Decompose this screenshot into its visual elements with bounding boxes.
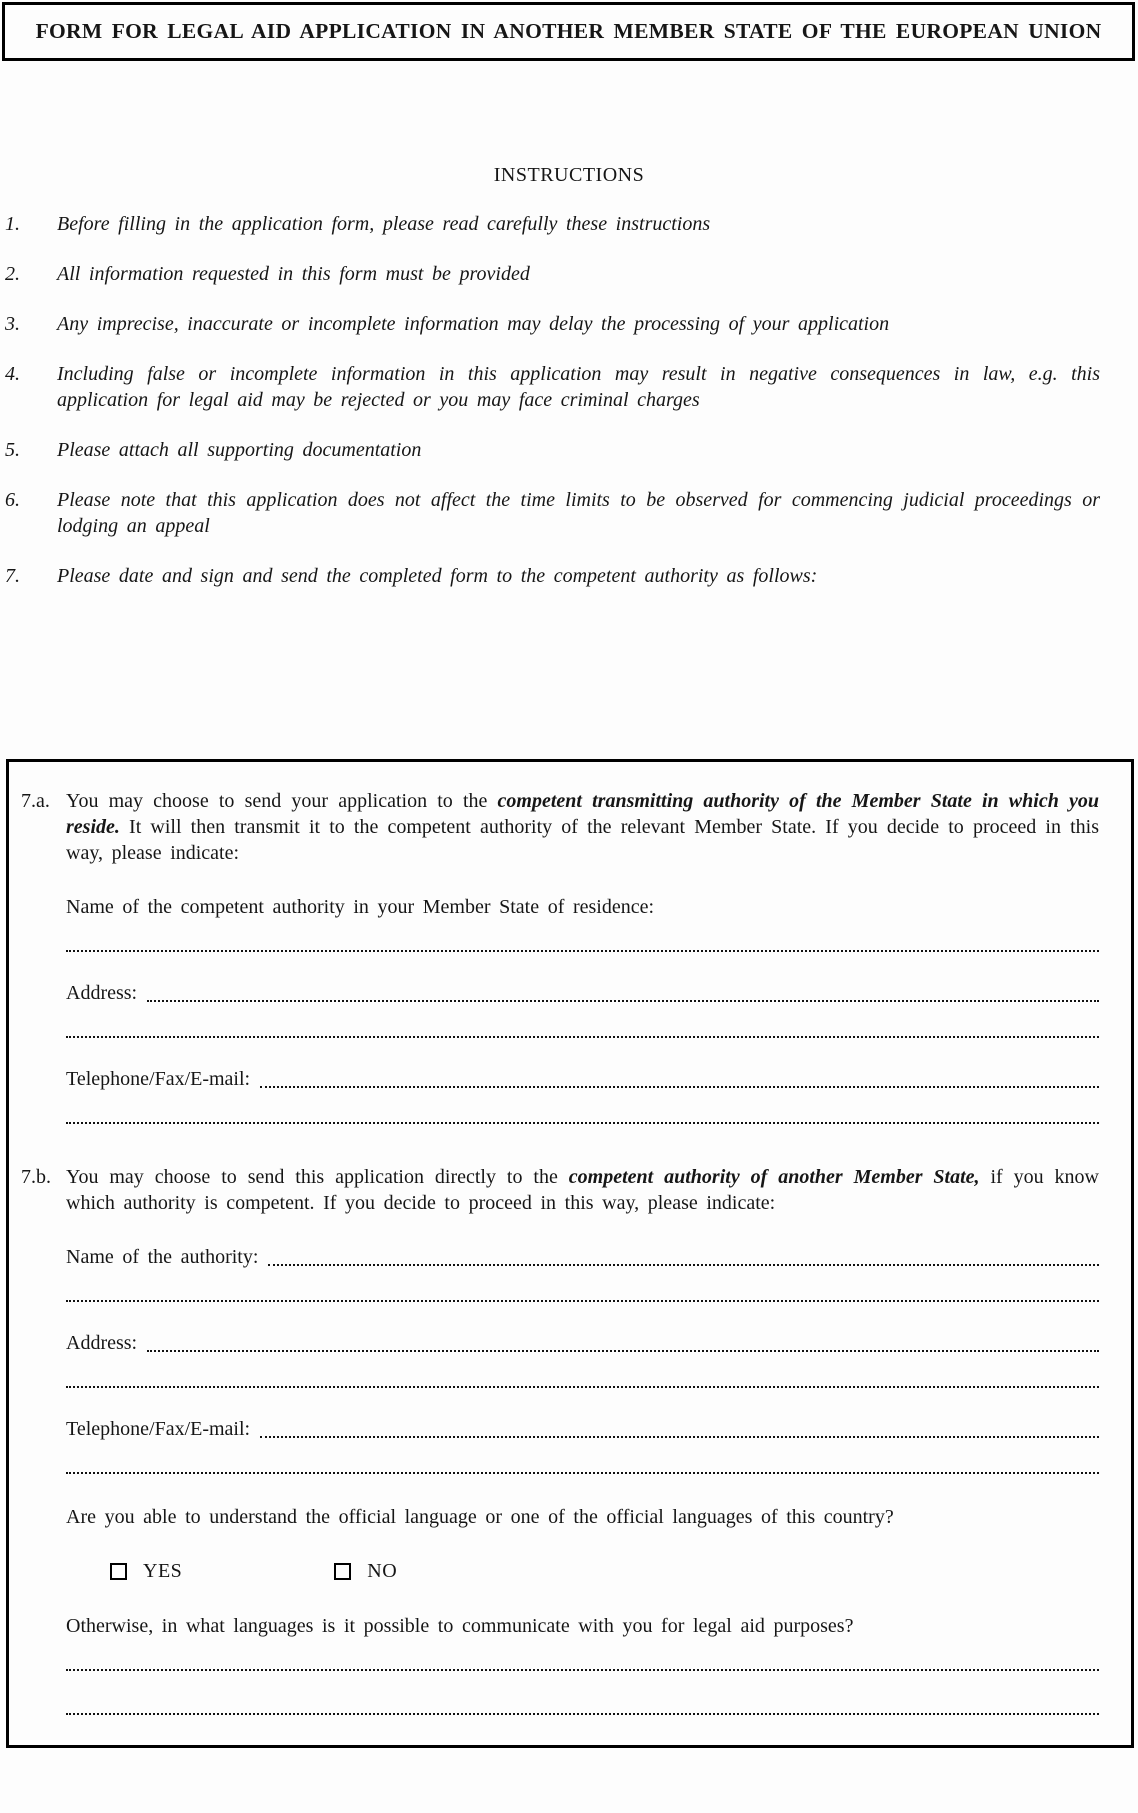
7b-phone-fill-line-2[interactable] xyxy=(66,1470,1099,1474)
7b-address-fill-line-2[interactable] xyxy=(66,1384,1099,1388)
7a-address-fill-line-2[interactable] xyxy=(66,1034,1099,1038)
section-7b xyxy=(21,1164,1099,1715)
7b-authority-name-fill-line[interactable] xyxy=(268,1264,1099,1266)
instruction-item-text: Before filling in the application form, please read carefully these instructions xyxy=(57,213,711,235)
no-label: NO xyxy=(367,1560,398,1582)
instruction-item xyxy=(5,361,1138,413)
form-title: FORM FOR LEGAL AID APPLICATION IN ANOTHER MEMBER STATE OF THE EUROPEAN UNION xyxy=(2,2,1135,61)
authority-details-box xyxy=(6,759,1134,1748)
7b-address-fill-line[interactable] xyxy=(147,1350,1099,1352)
otherwise-question: Otherwise, in what languages is it possible to communicate with you for legal aid purposes? xyxy=(66,1615,854,1637)
instructions-section xyxy=(0,164,1138,589)
7a-authority-name-label: Name of the competent authority in your Member State of residence: xyxy=(66,896,655,918)
7a-address-fill-line[interactable] xyxy=(147,1000,1099,1002)
7b-address-label: Address: xyxy=(66,1332,138,1354)
languages-fill-line-2[interactable] xyxy=(66,1711,1099,1715)
section-7b-paragraph xyxy=(66,1164,1099,1216)
instruction-item xyxy=(5,437,1138,463)
instruction-item xyxy=(5,563,1138,589)
7b-phone-fill-line[interactable] xyxy=(260,1436,1099,1438)
instruction-item-number: 4. xyxy=(5,363,20,385)
7b-address-row xyxy=(66,1330,1099,1356)
instruction-item xyxy=(5,311,1138,337)
instruction-item-number: 2. xyxy=(5,263,20,285)
7a-phone-row xyxy=(66,1066,1099,1092)
instructions-heading: INSTRUCTIONS xyxy=(493,164,645,186)
section-7a-paragraph xyxy=(66,788,1099,866)
instruction-item xyxy=(5,211,1138,237)
languages-fill-line-1[interactable] xyxy=(66,1667,1099,1671)
section-7b-text-after: if you know which authority is competent. If you decide to proceed in this way, please indicate: xyxy=(66,1166,1099,1214)
section-7a-text-before: You may choose to send your application to the xyxy=(66,790,498,812)
instruction-item-text: Please attach all supporting documentation xyxy=(57,439,422,461)
instructions-list xyxy=(0,211,1138,589)
instruction-item-text: Please note that this application does not affect the time limits to be observed for commencing judicial proceedings or lodging an appeal xyxy=(57,489,1100,537)
7a-phone-label: Telephone/Fax/E-mail: xyxy=(66,1068,251,1090)
yes-checkbox[interactable] xyxy=(110,1563,127,1580)
instruction-item-text: Please date and sign and send the completed form to the competent authority as follows: xyxy=(57,565,818,587)
7b-phone-label: Telephone/Fax/E-mail: xyxy=(66,1418,251,1440)
instruction-item xyxy=(5,261,1138,287)
section-7b-text-before: You may choose to send this application directly to the xyxy=(66,1166,569,1188)
instruction-item-number: 6. xyxy=(5,489,20,511)
instruction-item-number: 1. xyxy=(5,213,20,235)
section-7a-number: 7.a. xyxy=(21,790,50,812)
7a-phone-fill-line[interactable] xyxy=(260,1086,1099,1088)
section-7a-text-after: It will then transmit it to the competent authority of the relevant Member State. If you decide to proceed in this way, please indicate: xyxy=(66,816,1099,864)
instruction-item-number: 5. xyxy=(5,439,20,461)
7a-address-label: Address: xyxy=(66,982,138,1004)
section-7a-emphasis: competent transmitting authority of the Member State in which you reside. xyxy=(66,790,1099,838)
instruction-item-text: Any imprecise, inaccurate or incomplete information may delay the processing of your application xyxy=(57,313,890,335)
no-checkbox[interactable] xyxy=(334,1563,351,1580)
language-choice-row xyxy=(110,1560,1099,1583)
language-question: Are you able to understand the official language or one of the official languages of this country? xyxy=(66,1506,894,1528)
instruction-item-text: All information requested in this form must be provided xyxy=(57,263,530,285)
7b-phone-row xyxy=(66,1416,1099,1442)
7a-address-row xyxy=(66,980,1099,1006)
instruction-item-text: Including false or incomplete information in this application may result in negative consequences in law, e.g. this application for legal aid may be rejected or you may face criminal charges xyxy=(57,363,1100,411)
section-7a xyxy=(21,788,1099,1124)
yes-label: YES xyxy=(143,1560,183,1582)
section-7b-emphasis: competent authority of another Member State, xyxy=(568,1166,980,1188)
7b-authority-name-row xyxy=(66,1244,1099,1270)
instruction-item xyxy=(5,487,1138,539)
instruction-item-number: 3. xyxy=(5,313,20,335)
7a-authority-name-fill-line[interactable] xyxy=(66,948,1099,952)
section-7b-number: 7.b. xyxy=(21,1166,51,1188)
instruction-item-number: 7. xyxy=(5,565,20,587)
7b-authority-name-fill-line-2[interactable] xyxy=(66,1298,1099,1302)
7a-phone-fill-line-2[interactable] xyxy=(66,1120,1099,1124)
7b-authority-name-label: Name of the authority: xyxy=(66,1246,259,1268)
